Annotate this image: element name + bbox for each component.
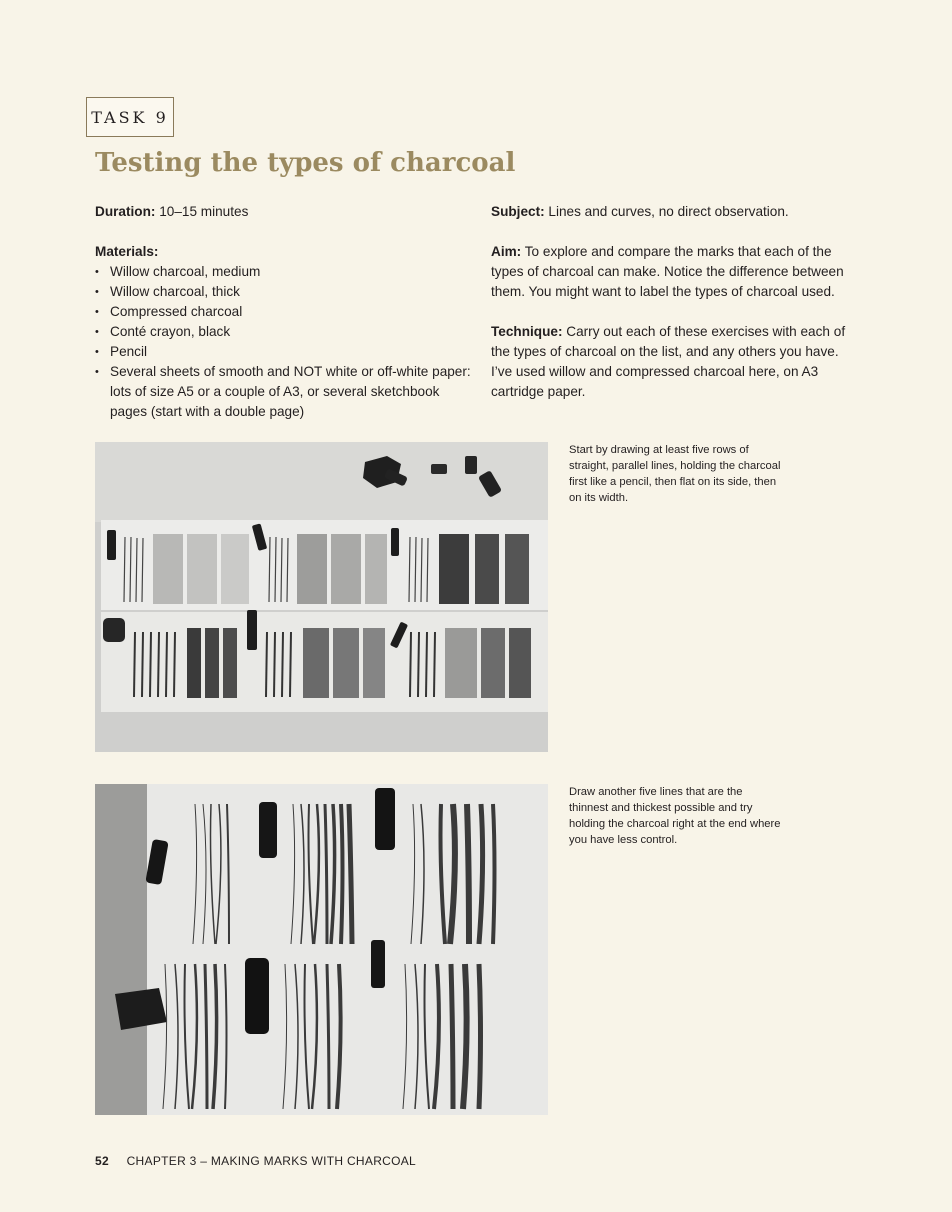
materials-list bbox=[95, 262, 480, 422]
task-label: TASK 9 bbox=[86, 97, 174, 137]
materials-label: Materials: bbox=[95, 244, 159, 259]
subject-value: Lines and curves, no direct observation. bbox=[548, 204, 789, 219]
list-item: • Conté crayon, black bbox=[95, 322, 480, 342]
list-item: • Compressed charcoal bbox=[95, 302, 480, 322]
page-title: Testing the types of charcoal bbox=[95, 148, 516, 178]
left-column bbox=[95, 202, 480, 422]
photo-charcoal-rows bbox=[95, 442, 548, 752]
list-item: • Willow charcoal, thick bbox=[95, 282, 480, 302]
aim-label: Aim: bbox=[491, 244, 522, 259]
aim-paragraph bbox=[491, 242, 856, 302]
duration-label: Duration: bbox=[95, 204, 156, 219]
subject-label: Subject: bbox=[491, 204, 545, 219]
chapter-title: CHAPTER 3 – MAKING MARKS WITH CHARCOAL bbox=[126, 1154, 417, 1168]
technique-value: Carry out each of these exercises with each of the types of charcoal on the list, and any others you have. I’ve used willow and compressed charcoal here, on A3 cartridge paper. bbox=[491, 324, 846, 399]
page-footer bbox=[95, 1154, 416, 1168]
subject-line bbox=[491, 202, 856, 222]
list-item: • Willow charcoal, medium bbox=[95, 262, 480, 282]
photo-thin-thick-lines bbox=[95, 784, 548, 1115]
page-number: 52 bbox=[95, 1154, 109, 1168]
caption-1: Start by drawing at least five rows of straight, parallel lines, holding the charcoal first like a pencil, then flat on its side, then on its width. bbox=[569, 444, 781, 504]
right-column bbox=[491, 202, 856, 402]
technique-label: Technique: bbox=[491, 324, 563, 339]
duration-value: 10–15 minutes bbox=[159, 204, 249, 219]
list-item: • Several sheets of smooth and NOT white or off-white paper: lots of size A5 or a couple of A3, or several sketchbook pages (start with a double page) bbox=[95, 362, 480, 422]
duration-line bbox=[95, 202, 480, 222]
list-item: • Pencil bbox=[95, 342, 480, 362]
caption-2: Draw another five lines that are the thinnest and thickest possible and try holding the charcoal right at the end where you have less control. bbox=[569, 786, 781, 846]
technique-paragraph bbox=[491, 322, 856, 402]
aim-value: To explore and compare the marks that each of the types of charcoal can make. Notice the difference between them. You might want to label the types of charcoal used. bbox=[491, 244, 844, 299]
